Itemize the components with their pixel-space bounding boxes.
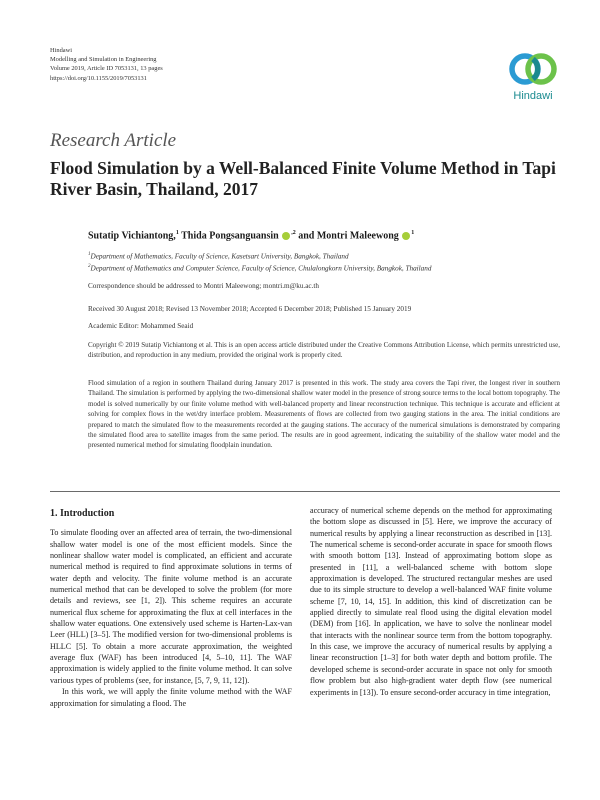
article-type: Research Article	[50, 130, 177, 151]
left-column	[50, 508, 292, 709]
journal-doi[interactable]: https://doi.org/10.1155/2019/7053131	[50, 74, 147, 82]
paragraph: In this work, we will apply the finite volume method with the WAF approximation for simulating a flood. The	[50, 687, 292, 708]
hindawi-logo-text: Hindawi	[513, 90, 553, 102]
paragraph: To simulate flooding over an affected area of terrain, the two-dimensional shallow water model is one of the most efficient models. Since the nonlinear shallow water model is complicated, an efficient and accurate numerical method is required to find approximate solutions in terms of water depth and velocity. The finite volume method is an accurate numerical method that can be developed to solve the problem (for more details and reviews, see [1, 2]). This scheme requires an accurate numerical flux scheme for approximating the flux at cell interfaces in the shallow water equations. One extensively used scheme is Harten-Lax-van Leer (HLL) [3–5]. The modified version for two-dimensional problems is HLLC [5]. To obtain a more accurate approximation, the weighted average flux (WAF) has been introduced [4, 5–10, 11]. The WAF approximation is widely applied to the finite volume method. It can solve various types of problems (see, for instance, [5, 7, 9, 11, 12]).	[50, 528, 292, 685]
affiliation-text: Department of Mathematics and Computer Science, Faculty of Science, Chulalongkorn University, Bangkok, Thailand	[90, 264, 432, 273]
orcid-icon[interactable]	[282, 232, 290, 240]
author-name: Thida Pongsanguansin	[181, 230, 279, 242]
right-column	[310, 505, 552, 698]
author-sup: ,2	[291, 230, 296, 236]
journal-volume: Volume 2019, Article ID 7053131, 13 pages	[50, 65, 163, 73]
correspondence: Correspondence should be addressed to Montri Maleewong; montri.m@ku.ac.th	[88, 282, 319, 290]
academic-editor: Academic Editor: Mohammed Seaid	[88, 322, 194, 330]
affiliation	[88, 264, 431, 272]
author-name: Sutatip Vichiantong,	[88, 230, 176, 242]
paper-title: Flood Simulation by a Well-Balanced Finite Volume Method in Tapi River Basin, Thailand, 2017	[50, 158, 556, 199]
affiliation-sup: 1	[88, 252, 91, 257]
author-sup: 1	[411, 230, 415, 236]
paragraph: accuracy of numerical scheme depends on the method for approximating the bottom slope as discussed in [5]. Here, we improve the accuracy of numerical results by applying a linear reconstruction as described in [13]. The numerical scheme is second-order accurate in space for smooth flows with smooth bottom [13]. Instead of approximating bottom slope as presented in [11], a well-balanced scheme with bottom slope approximation is developed. The structured rectangular meshes are used due to its simple structure to develop a well-balanced WAF finite volume scheme [7, 10, 14, 15]. In addition, this kind of discretization can be applied directly to simulate real flood using the digital elevation model (DEM) from [16]. In application, we have to solve the nonlinear model that interacts with the nonlinear source term from the bottom topography. In this case, we improve the accuracy of numerical results by applying a linear reconstruction [1–3] for both water depth and bottom profile. The developed scheme is second-order accurate in space not only for smooth flow problem but also high-gradient water depth flow (see numerical experiments in [13]). To ensure second-order accuracy in time integration,	[310, 506, 552, 697]
journal-info	[50, 46, 163, 83]
copyright-notice: Copyright © 2019 Sutatip Vichiantong et al. This is an open access article distributed under the Creative Commons Attribution License, which permits unrestricted use, distribution, and reproduction in any medium, provided the original work is properly cited.	[88, 341, 560, 360]
journal-publisher: Hindawi	[50, 47, 73, 54]
section-divider	[50, 491, 560, 492]
section-heading: 1. Introduction	[50, 508, 115, 519]
publication-dates: Received 30 August 2018; Revised 13 November 2018; Accepted 6 December 2018; Published 15 January 2019	[88, 305, 412, 313]
author-name: and Montri Maleewong	[298, 230, 399, 242]
abstract: Flood simulation of a region in southern Thailand during January 2017 is presented in this work. The study area covers the Tapi river, the longest river in southern Thailand. The simulation is performed by applying the two-dimensional shallow water model in the presence of strong source terms to the local bottom topography. The model is solved numerically by our finite volume method with well-balanced property and linear reconstruction technique. This technique is accurate and efficient at solving for complex flows in the wet/dry interface problem. Measurements of flows are collected from two gauging stations in the area. The initial conditions are prepared to match the simulated flow to the measurements recorded at the gauging stations. The accuracy of the numerical simulations is demonstrated by comparing the simulated flood area to satellite images from the same period. The results are in good agreement, indicating the suitability of the shallow water model and the presented numerical method for simulating floodplain inundation.	[88, 379, 560, 450]
orcid-icon[interactable]	[402, 232, 410, 240]
journal-name: Modelling and Simulation in Engineering	[50, 56, 157, 64]
affiliation-sup: 2	[88, 264, 91, 269]
author-list	[88, 230, 414, 241]
affiliation	[88, 252, 349, 260]
author-sup: 1	[175, 230, 179, 236]
affiliation-text: Department of Mathematics, Faculty of Science, Kasetsart University, Bangkok, Thailand	[90, 252, 349, 261]
